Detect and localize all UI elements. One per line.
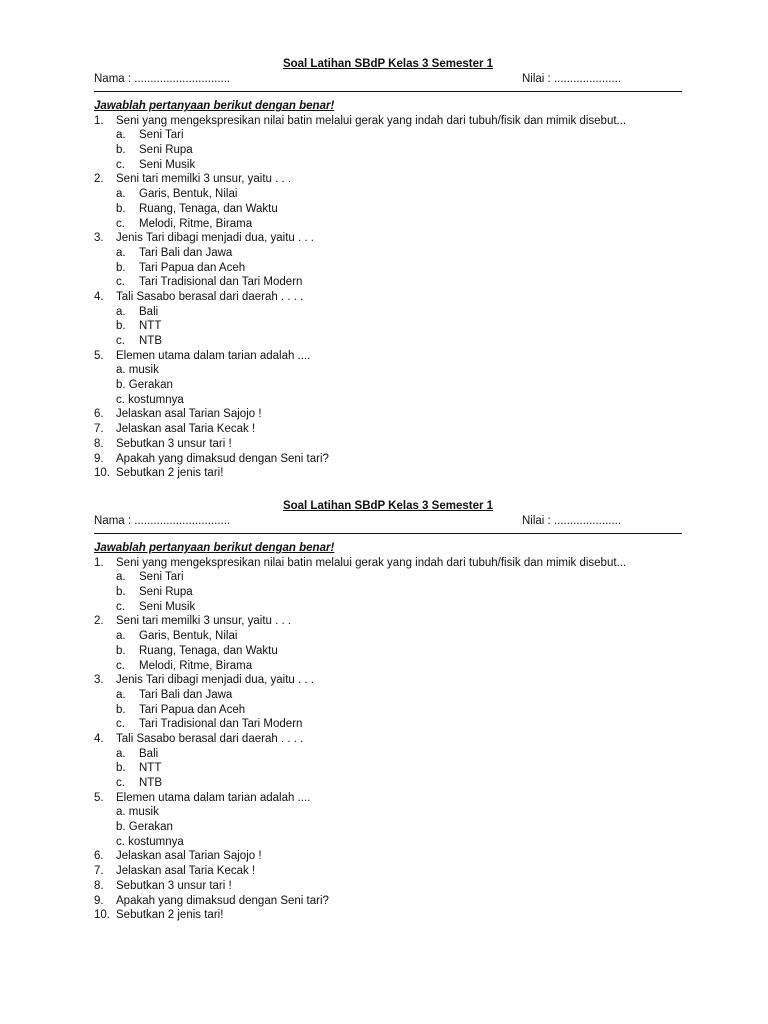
nama-field: Nama : .............................. — [94, 515, 231, 527]
question-number: 2. — [94, 615, 104, 628]
question-3 — [94, 673, 682, 688]
question-8 — [94, 879, 682, 894]
option-item — [94, 776, 682, 791]
question-text: Seni tari memilki 3 unsur, yaitu . . . — [116, 173, 292, 186]
option-letter: a. — [116, 246, 126, 259]
question-1 — [94, 556, 682, 571]
option-text: Tari Bali dan Jawa — [139, 246, 233, 259]
question-4 — [94, 290, 682, 305]
question-10 — [94, 908, 682, 923]
option-item — [94, 246, 682, 261]
option-text: Tari Tradisional dan Tari Modern — [139, 276, 303, 289]
option-letter: a. — [116, 688, 126, 701]
option-letter: c. — [116, 158, 125, 171]
option-letter: b. — [116, 703, 126, 716]
option-text: NTT — [139, 320, 162, 333]
question-text: Elemen utama dalam tarian adalah .... — [116, 349, 311, 362]
question-7 — [94, 422, 682, 437]
option-letter: a. — [116, 747, 126, 760]
option-item — [94, 835, 682, 850]
nilai-field: Nilai : ..................... — [522, 73, 622, 85]
question-number: 2. — [94, 173, 104, 186]
question-9 — [94, 452, 682, 467]
option-item — [94, 363, 682, 378]
question-number: 1. — [94, 114, 104, 127]
option-item — [94, 820, 682, 835]
header-fields — [94, 72, 682, 87]
option-item — [94, 128, 682, 143]
option-letter: a. — [116, 188, 126, 201]
question-number: 6. — [94, 408, 104, 421]
question-text: Elemen utama dalam tarian adalah .... — [116, 791, 311, 804]
question-text: Jenis Tari dibagi menjadi dua, yaitu . . . — [116, 232, 314, 245]
question-3 — [94, 231, 682, 246]
question-text: Jelaskan asal Taria Kecak ! — [116, 423, 256, 436]
question-number: 10. — [94, 467, 110, 480]
option-text: c. kostumnya — [116, 393, 184, 406]
option-letter: b. — [116, 644, 126, 657]
question-text: Seni yang mengekspresikan nilai batin melalui gerak yang indah dari tubuh/fisik dan mimik disebut... — [116, 114, 627, 127]
option-text: Garis, Bentuk, Nilai — [139, 188, 238, 201]
question-number: 4. — [94, 732, 104, 745]
question-text: Sebutkan 2 jenis tari! — [116, 909, 224, 922]
question-number: 8. — [94, 879, 104, 892]
option-item — [94, 761, 682, 776]
instruction-text: Jawablah pertanyaan berikut dengan benar! — [94, 542, 335, 554]
option-item — [94, 747, 682, 762]
option-item — [94, 393, 682, 408]
question-number: 3. — [94, 232, 104, 245]
option-letter: c. — [116, 276, 125, 289]
option-item — [94, 143, 682, 158]
option-text: NTB — [139, 335, 162, 347]
option-letter: b. — [116, 261, 126, 274]
option-letter: a. — [116, 305, 126, 318]
worksheet-2 — [94, 499, 682, 923]
option-text: Melodi, Ritme, Birama — [139, 217, 253, 230]
option-text: Seni Musik — [139, 158, 196, 171]
option-item — [94, 659, 682, 674]
option-text: a. musik — [116, 806, 159, 819]
option-item — [94, 305, 682, 320]
question-number: 5. — [94, 349, 104, 362]
option-item — [94, 644, 682, 659]
option-item — [94, 600, 682, 615]
option-letter: b. — [116, 586, 126, 599]
option-item — [94, 703, 682, 718]
question-text: Tali Sasabo berasal dari daerah . . . . — [116, 732, 304, 745]
instruction-text: Jawablah pertanyaan berikut dengan benar! — [94, 100, 335, 112]
option-letter: a. — [116, 571, 126, 584]
question-2 — [94, 614, 682, 629]
option-text: a. musik — [116, 364, 159, 377]
option-letter: b. — [116, 144, 126, 157]
question-8 — [94, 437, 682, 452]
option-text: Tari Tradisional dan Tari Modern — [139, 718, 303, 731]
option-item — [94, 217, 682, 232]
option-text: Bali — [139, 305, 159, 318]
question-4 — [94, 732, 682, 747]
option-text: Seni Rupa — [139, 586, 193, 599]
option-text: Seni Musik — [139, 600, 196, 613]
option-letter: c. — [116, 659, 125, 672]
option-letter: b. — [116, 320, 126, 333]
question-number: 6. — [94, 850, 104, 863]
option-item — [94, 688, 682, 703]
question-number: 1. — [94, 556, 104, 569]
question-number: 9. — [94, 894, 104, 907]
question-5 — [94, 349, 682, 364]
option-letter: c. — [116, 718, 125, 731]
option-item — [94, 717, 682, 732]
question-6 — [94, 849, 682, 864]
option-item — [94, 261, 682, 276]
option-text: NTT — [139, 762, 162, 775]
option-letter: a. — [116, 630, 126, 643]
nama-field: Nama : .............................. — [94, 73, 231, 85]
question-6 — [94, 407, 682, 422]
question-text: Jelaskan asal Tarian Sajojo ! — [116, 408, 262, 421]
question-1 — [94, 114, 682, 129]
option-text: Tari Papua dan Aceh — [139, 261, 246, 274]
worksheet-1 — [94, 57, 682, 481]
question-text: Tali Sasabo berasal dari daerah . . . . — [116, 290, 304, 303]
option-item — [94, 202, 682, 217]
header-fields — [94, 514, 682, 529]
option-letter: c. — [116, 777, 125, 789]
option-text: Tari Bali dan Jawa — [139, 688, 233, 701]
option-text: Seni Rupa — [139, 144, 193, 157]
question-text: Sebutkan 3 unsur tari ! — [116, 879, 232, 892]
option-item — [94, 570, 682, 585]
option-letter: c. — [116, 217, 125, 230]
question-text: Seni yang mengekspresikan nilai batin melalui gerak yang indah dari tubuh/fisik dan mimik disebut... — [116, 556, 627, 569]
question-text: Seni tari memilki 3 unsur, yaitu . . . — [116, 615, 292, 628]
question-text: Apakah yang dimaksud dengan Seni tari? — [116, 452, 329, 465]
question-number: 9. — [94, 452, 104, 465]
option-text: Seni Tari — [139, 129, 184, 142]
option-item — [94, 805, 682, 820]
nilai-field: Nilai : ..................... — [522, 515, 622, 527]
option-letter: a. — [116, 129, 126, 142]
question-5 — [94, 791, 682, 806]
question-number: 8. — [94, 437, 104, 450]
option-item — [94, 187, 682, 202]
option-text: Ruang, Tenaga, dan Waktu — [139, 644, 278, 657]
question-text: Jelaskan asal Taria Kecak ! — [116, 865, 256, 878]
option-text: Garis, Bentuk, Nilai — [139, 630, 238, 643]
question-number: 3. — [94, 674, 104, 687]
header-divider — [94, 533, 682, 534]
question-number: 7. — [94, 865, 104, 878]
option-letter: c. — [116, 600, 125, 613]
worksheet-title: Soal Latihan SBdP Kelas 3 Semester 1 — [282, 58, 494, 70]
question-text: Sebutkan 2 jenis tari! — [116, 467, 224, 480]
option-letter: c. — [116, 335, 125, 347]
option-letter: b. — [116, 762, 126, 775]
question-9 — [94, 894, 682, 909]
option-text: c. kostumnya — [116, 835, 184, 848]
option-text: Seni Tari — [139, 571, 184, 584]
question-number: 5. — [94, 791, 104, 804]
option-item — [94, 334, 682, 349]
option-text: b. Gerakan — [116, 379, 173, 392]
option-item — [94, 158, 682, 173]
option-item — [94, 319, 682, 334]
option-item — [94, 378, 682, 393]
question-number: 7. — [94, 423, 104, 436]
question-number: 4. — [94, 290, 104, 303]
question-text: Apakah yang dimaksud dengan Seni tari? — [116, 894, 329, 907]
question-text: Jenis Tari dibagi menjadi dua, yaitu . . . — [116, 674, 314, 687]
option-text: Melodi, Ritme, Birama — [139, 659, 253, 672]
question-text: Jelaskan asal Tarian Sajojo ! — [116, 850, 262, 863]
question-7 — [94, 864, 682, 879]
question-10 — [94, 466, 682, 481]
worksheet-title: Soal Latihan SBdP Kelas 3 Semester 1 — [282, 500, 494, 512]
question-text: Sebutkan 3 unsur tari ! — [116, 437, 232, 450]
option-text: NTB — [139, 777, 162, 789]
option-text: Ruang, Tenaga, dan Waktu — [139, 202, 278, 215]
question-number: 10. — [94, 909, 110, 922]
header-divider — [94, 91, 682, 92]
option-item — [94, 275, 682, 290]
option-text: Tari Papua dan Aceh — [139, 703, 246, 716]
option-letter: b. — [116, 202, 126, 215]
option-text: Bali — [139, 747, 159, 760]
option-item — [94, 629, 682, 644]
option-text: b. Gerakan — [116, 821, 173, 834]
option-item — [94, 585, 682, 600]
question-2 — [94, 172, 682, 187]
